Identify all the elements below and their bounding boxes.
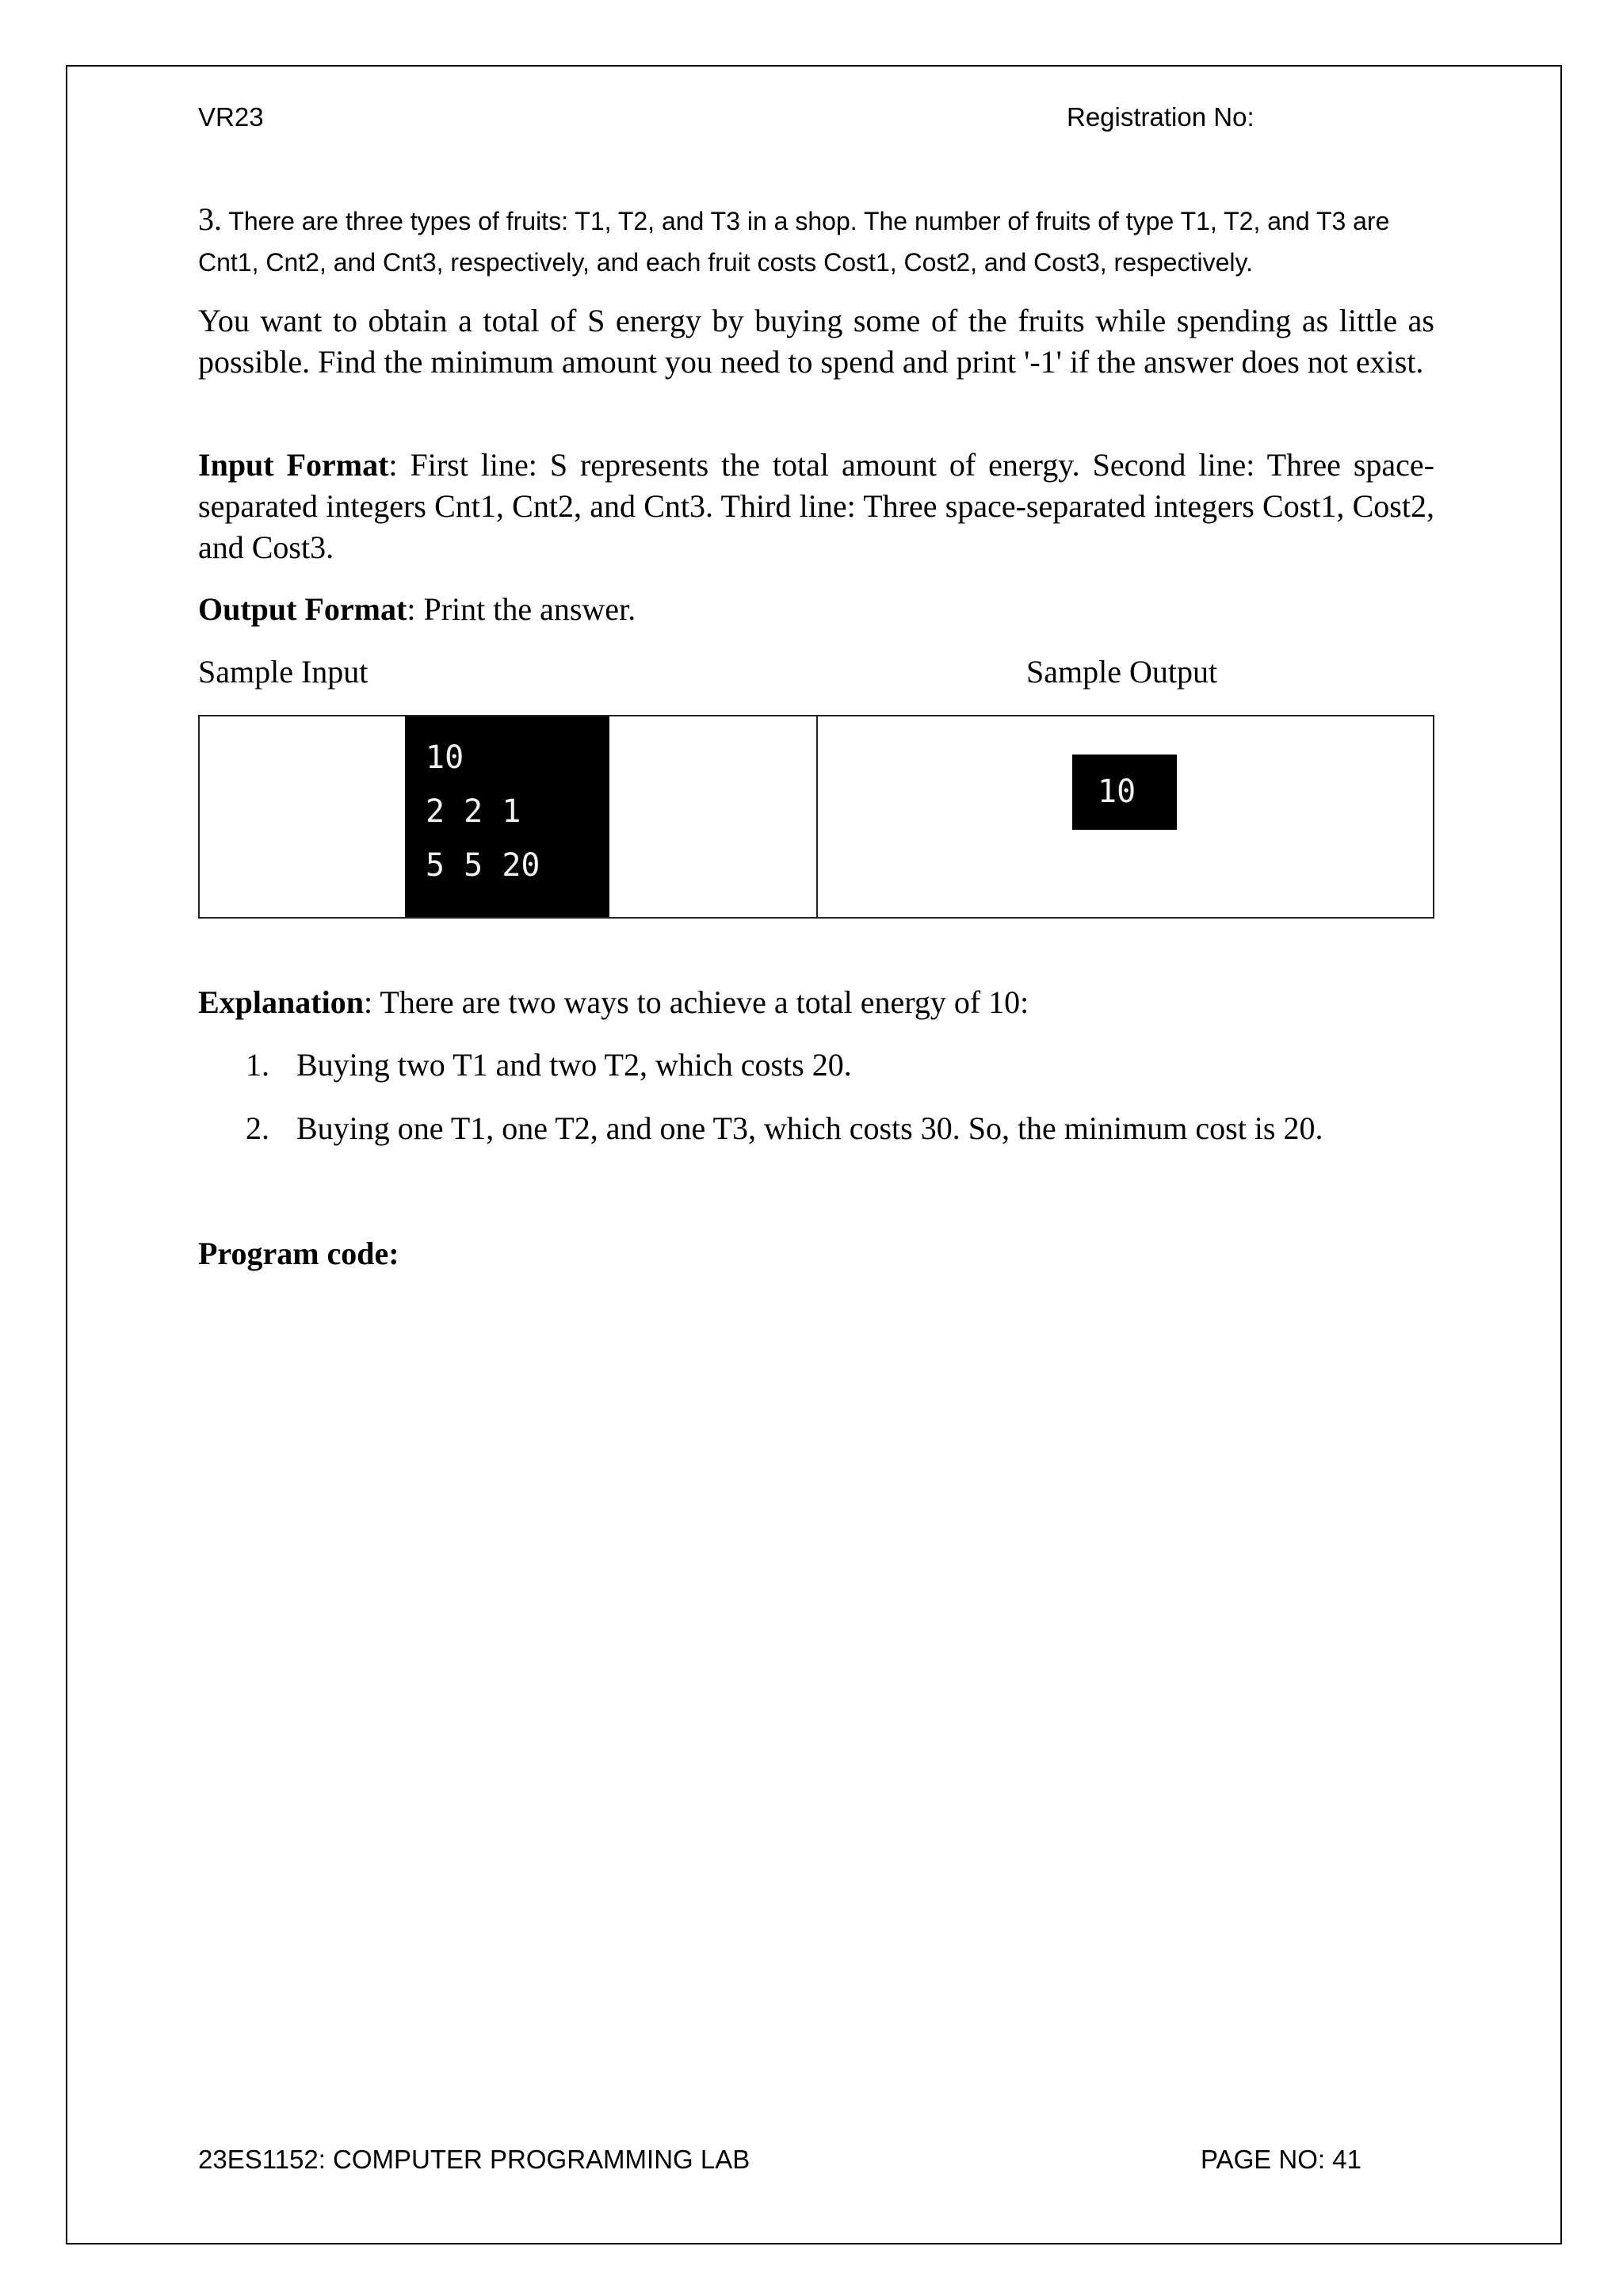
output-format-label: Output Format <box>198 591 407 627</box>
footer-course-title: 23ES1152: COMPUTER PROGRAMMING LAB <box>198 2145 750 2174</box>
input-format-text: : First line: S represents the total amount of energy. Second line: Three space-separated integers Cnt1, Cnt2, and Cnt3. Third line: Three space-separated integers Cost1, Cost2, and Cost3. <box>198 447 1435 565</box>
footer-page-number: PAGE NO: 41 <box>1201 2145 1361 2174</box>
sample-output-terminal <box>1072 755 1177 830</box>
sample-output-label: Sample Output <box>1026 654 1218 690</box>
explanation-label: Explanation <box>198 984 364 1020</box>
page-border <box>66 65 1562 2244</box>
sample-output-value: 10 <box>1098 774 1136 810</box>
list-item-text: Buying two T1 and two T2, which costs 20. <box>296 1047 852 1083</box>
sample-input-line: 2 2 1 <box>426 793 521 830</box>
question-body: You want to obtain a total of S energy by buying some of the fruits while spending as little as possible. Find the minimum amount you need to spend and print '-1' if the answer does not exist. <box>198 303 1434 380</box>
list-item-number: 1. <box>246 1047 269 1083</box>
list-item-number: 2. <box>246 1110 269 1146</box>
output-format-text: : Print the answer. <box>407 591 636 627</box>
header-registration-label: Registration No: <box>1067 102 1254 132</box>
question-intro <box>198 199 1442 283</box>
question-intro-text: There are three types of fruits: T1, T2, and T3 in a shop. The number of fruits of type T1, T2, and T3 are Cnt1, Cnt2, and Cnt3, respectively, and each fruit costs Cost1, Cost2, and Cost3, respectively. <box>198 207 1390 277</box>
input-format <box>198 445 1434 568</box>
output-format <box>198 589 1434 630</box>
sample-input-label: Sample Input <box>198 654 369 690</box>
question-number: 3. <box>198 201 222 237</box>
header-course-code: VR23 <box>198 102 264 132</box>
sample-input-terminal <box>405 716 609 917</box>
input-format-label: Input Format <box>198 447 389 483</box>
list-item-text: Buying one T1, one T2, and one T3, which costs 30. So, the minimum cost is 20. <box>296 1110 1323 1146</box>
program-code-label: Program code: <box>198 1236 399 1271</box>
sample-input-line: 10 <box>426 739 464 776</box>
sample-input-line: 5 5 20 <box>426 847 540 884</box>
explanation <box>198 982 1434 1023</box>
explanation-text: : There are two ways to achieve a total energy of 10: <box>363 984 1029 1020</box>
samples-table <box>198 715 1434 919</box>
table-divider <box>816 716 818 917</box>
